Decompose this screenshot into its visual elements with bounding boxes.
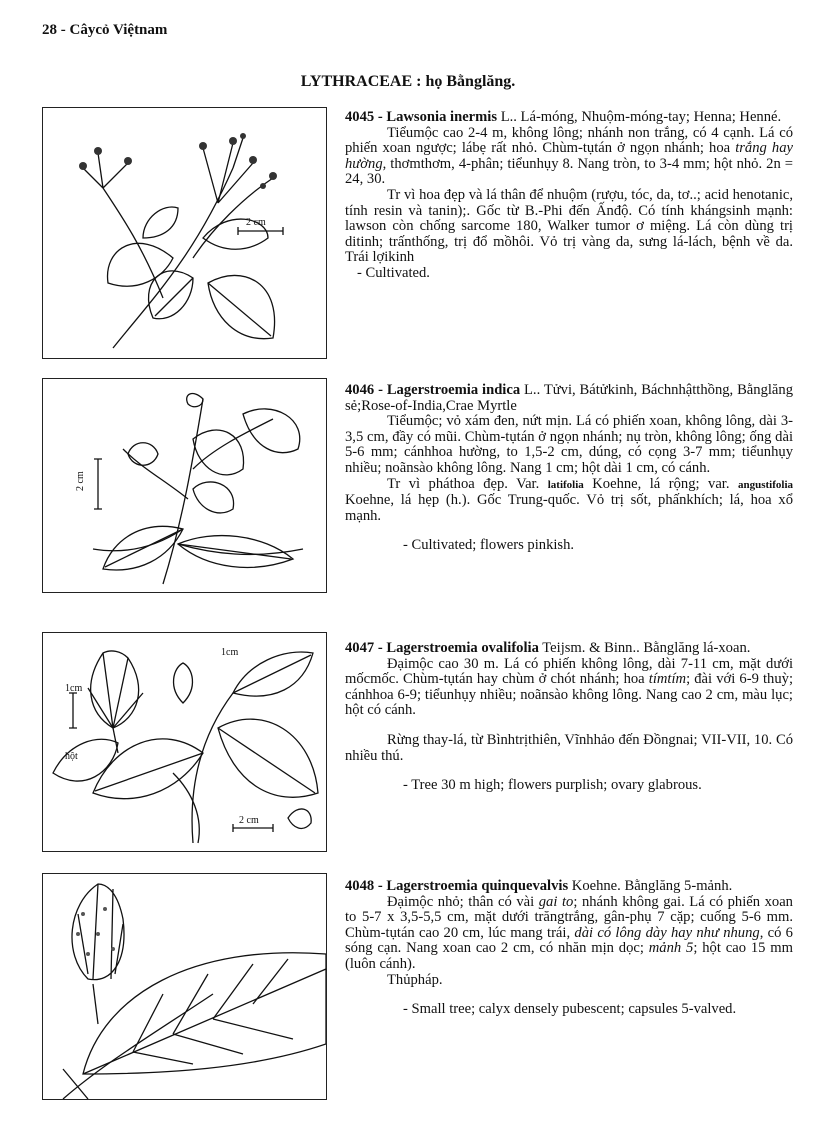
common-names: Teijsm. & Binn.. Bằnglăng lá-xoan. [538,640,751,656]
description-italic: tímtím [648,671,687,688]
entry-heading [345,110,793,126]
description [345,895,793,973]
entry-4048 [345,879,793,1018]
fig3-label-hot: hột [65,751,78,762]
species-name: Lawsonia inermis [386,109,498,125]
description-text: , thơmthơm, 4-phân; tiểunhụy 8. Nang tròn, to 3-4 mm; hột nhỏ. 2n = 24, 30. [345,155,793,188]
lagerstroemia-ovalifolia-drawing [43,633,326,851]
english-summary: - Tree 30 m high; flowers purplish; ovary glabrous. [403,777,702,794]
uses-text: Koehne, lá hẹp (h.). Gốc Trung-quốc. Vỏ trị sốt, phấnkhích; lá, hoa xổ mạnh. [345,492,793,524]
fig1-scale: 2 cm [246,217,266,228]
uses [345,477,793,525]
distribution: Rừng thay-lá, từ Bìnhtrịthiên, Vĩnhhảo đến Đồngnai; VII-VII, 10. Có nhiều thú. [345,731,793,764]
entry-4045 [345,110,793,282]
fig3-scale-bottom: 2 cm [239,815,259,826]
species-name: Lagerstroemia ovalifolia [386,640,539,656]
description-text: Đạimộc nhỏ; thân có vài [387,893,539,910]
running-head: 28 - Câycỏ Việtnam [42,22,168,38]
entry-4047 [345,641,793,794]
fig2-scale: 2 cm [75,471,86,491]
figure-lagerstroemia-indica [42,378,327,593]
description-italic: gai to [538,893,574,910]
description-text: , có 6 sóng cạn. Nang xoan cao 2 cm, có nhăn mịn dọc; [345,924,793,957]
distribution: Thủpháp. [387,971,443,988]
description-text: ; đài với 6-9 thuỳ; cánhhoa 6-9; tiểunhụy nhiều; noãnsào không lông. Nang cao 2 cm, màu lục; hột có cánh. [345,671,793,719]
section-title: LYTHRACEAE : họ Bằnglăng. [300,73,516,90]
description: Tiểumộc; vỏ xám đen, nứt mịn. Lá có phiến xoan, không lông, dài 3-3,5 cm, đầy có mũi. Chùm-tụtán ở ngọn nhánh; nụ tròn, không lông; ống dài 5-6 mm; cánhhoa hường, to 1,5-2 cm, dúng, có cọng 3-7 mm; tiểunhụy nhiều; noãnsào không lông. Nang 1 cm; hột dài 1 cm, có cánh. [345,413,793,476]
description-text: Đạimộc cao 30 m. Lá có phiến không lông, dài 7-11 cm, mặt dưới mốcmốc. Chùm-tụtán hay chùm ở chót nhánh; hoa [345,655,793,688]
description-italic: mảnh 5 [648,940,694,957]
lawsonia-drawing [43,108,326,358]
common-names: L.. Lá-móng, Nhuộm-móng-tay; Henna; Henné. [497,109,782,125]
common-names: Koehne. Bằnglăng 5-mảnh. [568,878,733,894]
figure-lawsonia-inermis [42,107,327,359]
description-text: ; hột cao 15 mm (luôn cánh). [345,940,793,972]
description-italic: dài có lông dày hay như nhung [574,924,760,941]
entry-heading [345,879,793,895]
uses-text: Tr vì pháthoa đẹp. Var. [387,475,548,492]
english-summary: - Small tree; calyx densely pubescent; capsules 5-valved. [403,1001,737,1018]
entry-heading [345,383,793,414]
entry-heading [345,641,793,657]
fig3-scale-left: 1cm [65,683,83,694]
uses: Tr vì hoa đẹp và lá thân để nhuộm (rượu, tóc, da, tơ..; acid henotanic, tính resin và tanin);. Gốc từ B.-Phi đến Ấnđộ. Có tính khángsinh mạnh: lawson còn chống sarcome 180, Walker tumor ơ miệng. Lá còn dùng trị ditinh; trấnthống, trị đổ mồhôi. Vỏ trị vàng da, sưng lá-lách, bệnh về da. Trái lợikinh [345,186,793,266]
species-name: Lagerstroemia quinquevalvis [386,878,569,894]
entry-number: 4047 - [345,640,383,656]
common-names: L.. Tửvi, Bátửkinh, Báchnhậtthồng, Bằnglăng sẻ;Rose-of-India,Crae Myrtle [345,382,793,414]
figure-lagerstroemia-quinquevalvis [42,873,327,1100]
description-italic: trắng hay hường [345,140,793,172]
entry-number: 4046 - [345,382,383,398]
species-name: Lagerstroemia indica [386,382,521,398]
lagerstroemia-indica-drawing [43,379,326,592]
entry-number: 4045 - [345,109,383,125]
description-text: Tiểumộc cao 2-4 m, không lông; nhánh non trắng, có 4 cạnh. Lá có phiến xoan ngược; lábẹ rất nhỏ. Chùm-tụtán ở ngọn nhánh; hoa [345,124,793,157]
english-summary: - Cultivated. [357,264,430,281]
description-text: ; nhánh không gai. Lá có phiến xoan to 5-7 x 3,5-5,5 cm, mặt dưới trăngtrắng, gân-phụ 7 cặp; cuống 5-6 mm. Chùm-tụtán cao 20 cm, lúc mang trái, [345,893,793,941]
description [345,126,793,188]
fig3-scale-top: 1cm [221,647,239,658]
variety-name: latifolia [547,478,584,491]
variety-name: angustifolia [737,478,793,491]
entry-4046 [345,383,793,554]
figure-lagerstroemia-ovalifolia [42,632,327,852]
description [345,657,793,719]
entry-number: 4048 - [345,878,383,894]
lagerstroemia-quinquevalvis-drawing [43,874,326,1099]
english-summary: - Cultivated; flowers pinkish. [403,537,575,554]
uses-text: Koehne, lá rộng; var. [583,475,738,492]
